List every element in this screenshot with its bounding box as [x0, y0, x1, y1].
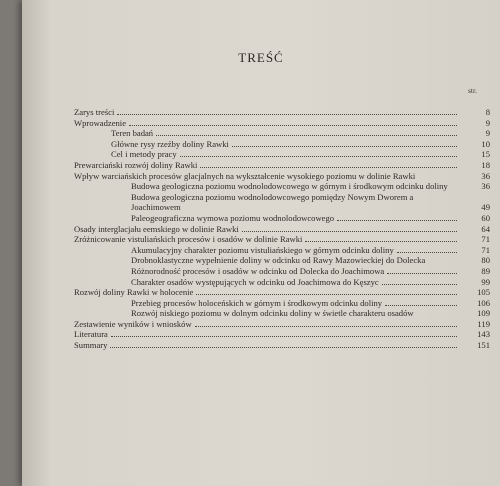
toc-entry — [74, 298, 490, 309]
toc-entry — [74, 266, 490, 277]
toc-entry — [74, 287, 490, 298]
toc-page-number: 36 — [481, 170, 490, 181]
toc-entry — [74, 319, 490, 330]
toc-page-number: 143 — [477, 329, 490, 340]
toc-entry — [74, 255, 490, 266]
toc-entry-text: Zestawienie wyników i wniosków — [74, 318, 192, 329]
toc-page-number: 89 — [481, 265, 490, 276]
toc-page-number: 15 — [481, 149, 490, 160]
toc-entry-text: Rozwój doliny Rawki w holocenie — [74, 287, 194, 298]
toc-entry — [74, 181, 490, 192]
toc-page-number: 10 — [481, 138, 490, 149]
toc-page-number: 49 — [481, 202, 490, 213]
table-of-contents — [74, 107, 490, 351]
toc-leader — [195, 326, 457, 327]
toc-entry-text: Różnorodność procesów i osadów w odcinku od Dolecka do Joachimowa — [131, 265, 385, 276]
toc-entry — [74, 118, 490, 129]
toc-entry — [74, 329, 490, 340]
toc-page-number: 119 — [477, 318, 490, 329]
toc-entry — [74, 192, 490, 213]
toc-entry-text: Wpływ warciańskich procesów glacjalnych na wykształcenie wysokiego poziomu w dolinie Rawki — [74, 170, 416, 181]
page-column-label: str. — [468, 86, 477, 95]
toc-leader — [129, 125, 457, 126]
toc-entry — [74, 160, 490, 171]
toc-entry-text: Wprowadzenie — [74, 117, 127, 128]
toc-leader — [382, 284, 457, 285]
toc-entry — [74, 139, 490, 150]
toc-entry — [74, 107, 490, 118]
toc-entry-text: Charakter osadów występujących w odcinku od Joachimowa do Kęszyc — [131, 276, 379, 287]
toc-entry-text: Rozwój niskiego poziomu w dolnym odcinku doliny w świetle charakteru osadów — [131, 308, 414, 319]
toc-entry-text: Teren badań — [111, 128, 154, 139]
toc-entry-text: Przebieg procesów holoceńskich w górnym i środkowym odcinku doliny — [131, 297, 383, 308]
toc-page-number: 99 — [481, 276, 490, 287]
toc-entry — [74, 224, 490, 235]
toc-entry-text: Literatura — [74, 329, 108, 340]
toc-entry — [74, 171, 490, 182]
toc-page-number: 18 — [481, 159, 490, 170]
toc-leader — [111, 336, 457, 337]
toc-entry — [74, 277, 490, 288]
toc-page-number: 36 — [481, 181, 490, 192]
toc-entry — [74, 340, 490, 351]
toc-page-number: 8 — [485, 107, 490, 117]
toc-leader — [387, 273, 457, 274]
toc-leader — [200, 167, 457, 168]
toc-entry — [74, 128, 490, 139]
toc-entry-text: Paleogeograficzna wymowa poziomu wodnolodowcowego — [131, 212, 335, 223]
toc-entry-text: Cel i metody pracy — [111, 149, 177, 160]
toc-entry — [74, 245, 490, 256]
toc-page-number: 64 — [481, 223, 490, 234]
toc-entry-text: Budowa geologiczna poziomu wodnolodowcowego w górnym i środkowym odcinku doliny — [131, 181, 448, 192]
toc-page-number: 71 — [481, 234, 490, 245]
toc-page-number: 151 — [477, 340, 490, 351]
toc-page-number: 60 — [481, 212, 490, 223]
toc-entry-text: Osady interglacjału eemskiego w dolinie Rawki — [74, 223, 239, 234]
toc-entry-text: Akumulacyjny charakter poziomu vistuliańskiego w górnym odcinku doliny — [131, 244, 394, 255]
toc-leader — [337, 220, 457, 221]
toc-entry-text: Zróżnicowanie vistuliańskich procesów i osadów w dolinie Rawki — [74, 234, 303, 245]
toc-entry-text: Główne rysy rzeźby doliny Rawki — [111, 138, 229, 149]
toc-leader — [117, 114, 457, 115]
toc-page-number: 9 — [485, 128, 490, 139]
toc-entry — [74, 308, 490, 319]
toc-leader — [242, 231, 457, 232]
page-title: TREŚĆ — [238, 50, 284, 65]
book-page — [22, 0, 500, 486]
toc-entry — [74, 234, 490, 245]
toc-page-number: 71 — [481, 244, 490, 255]
toc-entry — [74, 213, 490, 224]
toc-page-number: 109 — [477, 308, 490, 319]
toc-page-number: 9 — [485, 117, 490, 128]
toc-entry-text: Budowa geologiczna poziomu wodnolodowcowego pomiędzy Nowym Dworem a Joachimowem — [131, 191, 414, 213]
toc-leader — [385, 305, 457, 306]
toc-entry-text: Zarys treści — [74, 107, 115, 117]
toc-leader — [110, 347, 457, 348]
toc-leader — [232, 146, 457, 147]
toc-entry-text: Drobnoklastyczne wypełnienie doliny w odcinku od Rawy Mazowieckiej do Dolecka — [131, 255, 426, 266]
toc-entry-text: Prewarciański rozwój doliny Rawki — [74, 159, 198, 170]
toc-page-number: 105 — [477, 287, 490, 298]
toc-entry-text: Summary — [74, 340, 108, 351]
toc-leader — [156, 135, 457, 136]
toc-leader — [196, 294, 457, 295]
toc-page-number: 106 — [477, 297, 490, 308]
toc-page-number: 80 — [481, 255, 490, 266]
toc-leader — [180, 156, 457, 157]
toc-entry — [74, 149, 490, 160]
toc-leader — [305, 241, 457, 242]
toc-leader — [397, 252, 457, 253]
